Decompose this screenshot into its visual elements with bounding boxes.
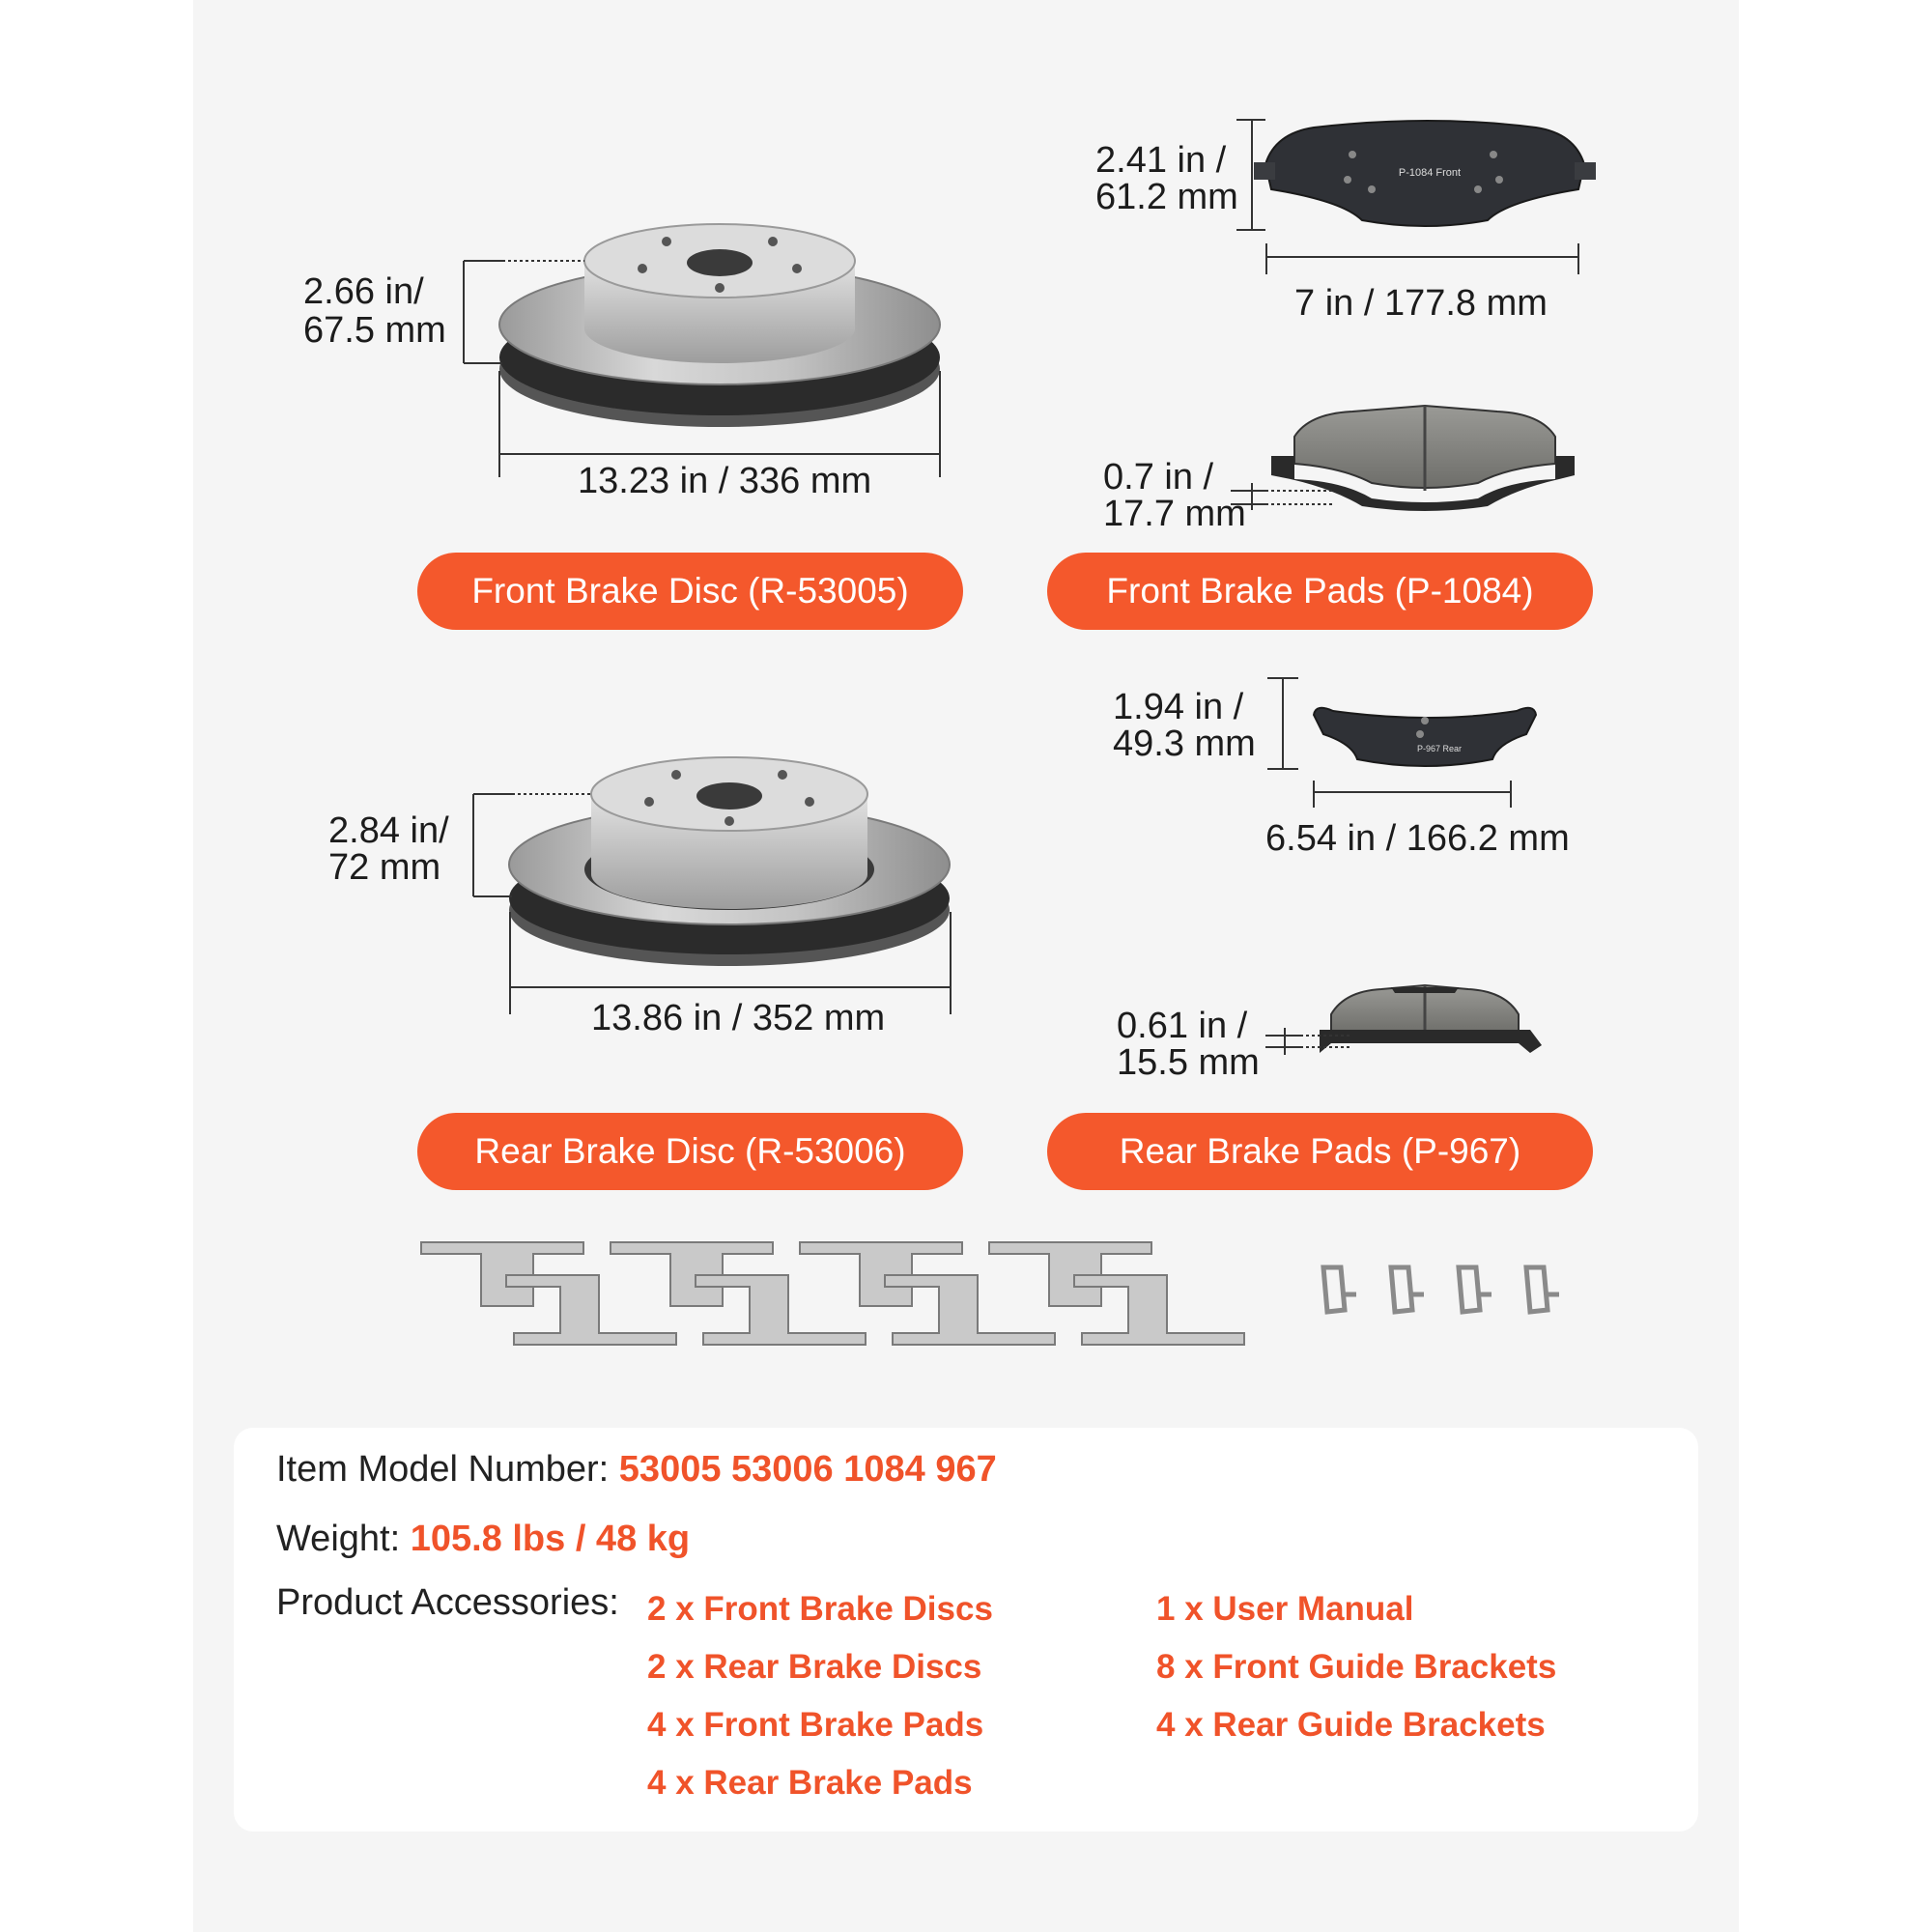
front-brake-disc-image xyxy=(499,224,940,427)
rear-pad-width-label: 6.54 in / 166.2 mm xyxy=(1265,818,1570,859)
rear-brake-pads-title[interactable]: Rear Brake Pads (P-967) xyxy=(1047,1113,1593,1190)
rear-pad-height-label-1: 1.94 in / xyxy=(1113,687,1244,727)
accessory-item: 1 x User Manual xyxy=(1156,1590,1414,1628)
rear-pad-thickness-label-2: 15.5 mm xyxy=(1117,1042,1260,1083)
model-number-row xyxy=(276,1449,997,1491)
rear-pad-thickness-label-1: 0.61 in / xyxy=(1117,1006,1248,1046)
product-info-panel xyxy=(234,1428,1698,1832)
rear-guide-brackets-image xyxy=(1323,1267,1559,1312)
weight-value: 105.8 lbs / 48 kg xyxy=(410,1519,691,1559)
front-brake-disc-title[interactable]: Front Brake Disc (R-53005) xyxy=(417,553,963,630)
weight-label: Weight: xyxy=(276,1519,401,1559)
model-number-label: Item Model Number: xyxy=(276,1449,610,1490)
front-disc-height-label-2: 67.5 mm xyxy=(303,310,446,351)
rear-pad-height-label-2: 49.3 mm xyxy=(1113,724,1256,764)
front-brake-pad-image xyxy=(1254,121,1596,226)
accessory-item: 4 x Rear Brake Pads xyxy=(647,1764,973,1802)
accessory-item: 2 x Rear Brake Discs xyxy=(647,1648,982,1686)
front-disc-height-label-1: 2.66 in/ xyxy=(303,271,424,312)
model-number-value: 53005 53006 1084 967 xyxy=(618,1449,997,1490)
rear-disc-height-label-1: 2.84 in/ xyxy=(328,810,449,851)
accessory-item: 4 x Rear Guide Brackets xyxy=(1156,1706,1546,1744)
weight-row xyxy=(276,1519,690,1560)
front-pad-thickness-label-2: 17.7 mm xyxy=(1103,494,1246,534)
accessories-label: Product Accessories: xyxy=(276,1582,619,1623)
rear-brake-pad-side-image xyxy=(1320,985,1542,1053)
rear-pad-marking: P-967 Rear xyxy=(1416,744,1463,753)
rear-brake-disc-title[interactable]: Rear Brake Disc (R-53006) xyxy=(417,1113,963,1190)
rear-brake-pad-image xyxy=(1314,708,1536,766)
front-pad-marking: P-1084 Front xyxy=(1398,167,1462,179)
front-pad-height-label-2: 61.2 mm xyxy=(1095,177,1238,217)
front-pad-width-label: 7 in / 177.8 mm xyxy=(1294,283,1548,324)
accessory-item: 4 x Front Brake Pads xyxy=(647,1706,984,1744)
front-disc-diameter-label: 13.23 in / 336 mm xyxy=(578,461,872,501)
front-pad-height-label-1: 2.41 in / xyxy=(1095,140,1227,181)
front-guide-brackets-image xyxy=(421,1242,1244,1345)
rear-brake-disc-image xyxy=(509,757,950,966)
rear-disc-diameter-label: 13.86 in / 352 mm xyxy=(591,998,886,1038)
accessory-item: 2 x Front Brake Discs xyxy=(647,1590,993,1628)
front-brake-pad-side-image xyxy=(1271,406,1575,511)
front-pad-thickness-label-1: 0.7 in / xyxy=(1103,457,1214,497)
front-pad-thickness-lines xyxy=(1231,483,1333,510)
accessory-item: 8 x Front Guide Brackets xyxy=(1156,1648,1557,1686)
rear-disc-height-label-2: 72 mm xyxy=(328,847,441,888)
front-brake-pads-title[interactable]: Front Brake Pads (P-1084) xyxy=(1047,553,1593,630)
